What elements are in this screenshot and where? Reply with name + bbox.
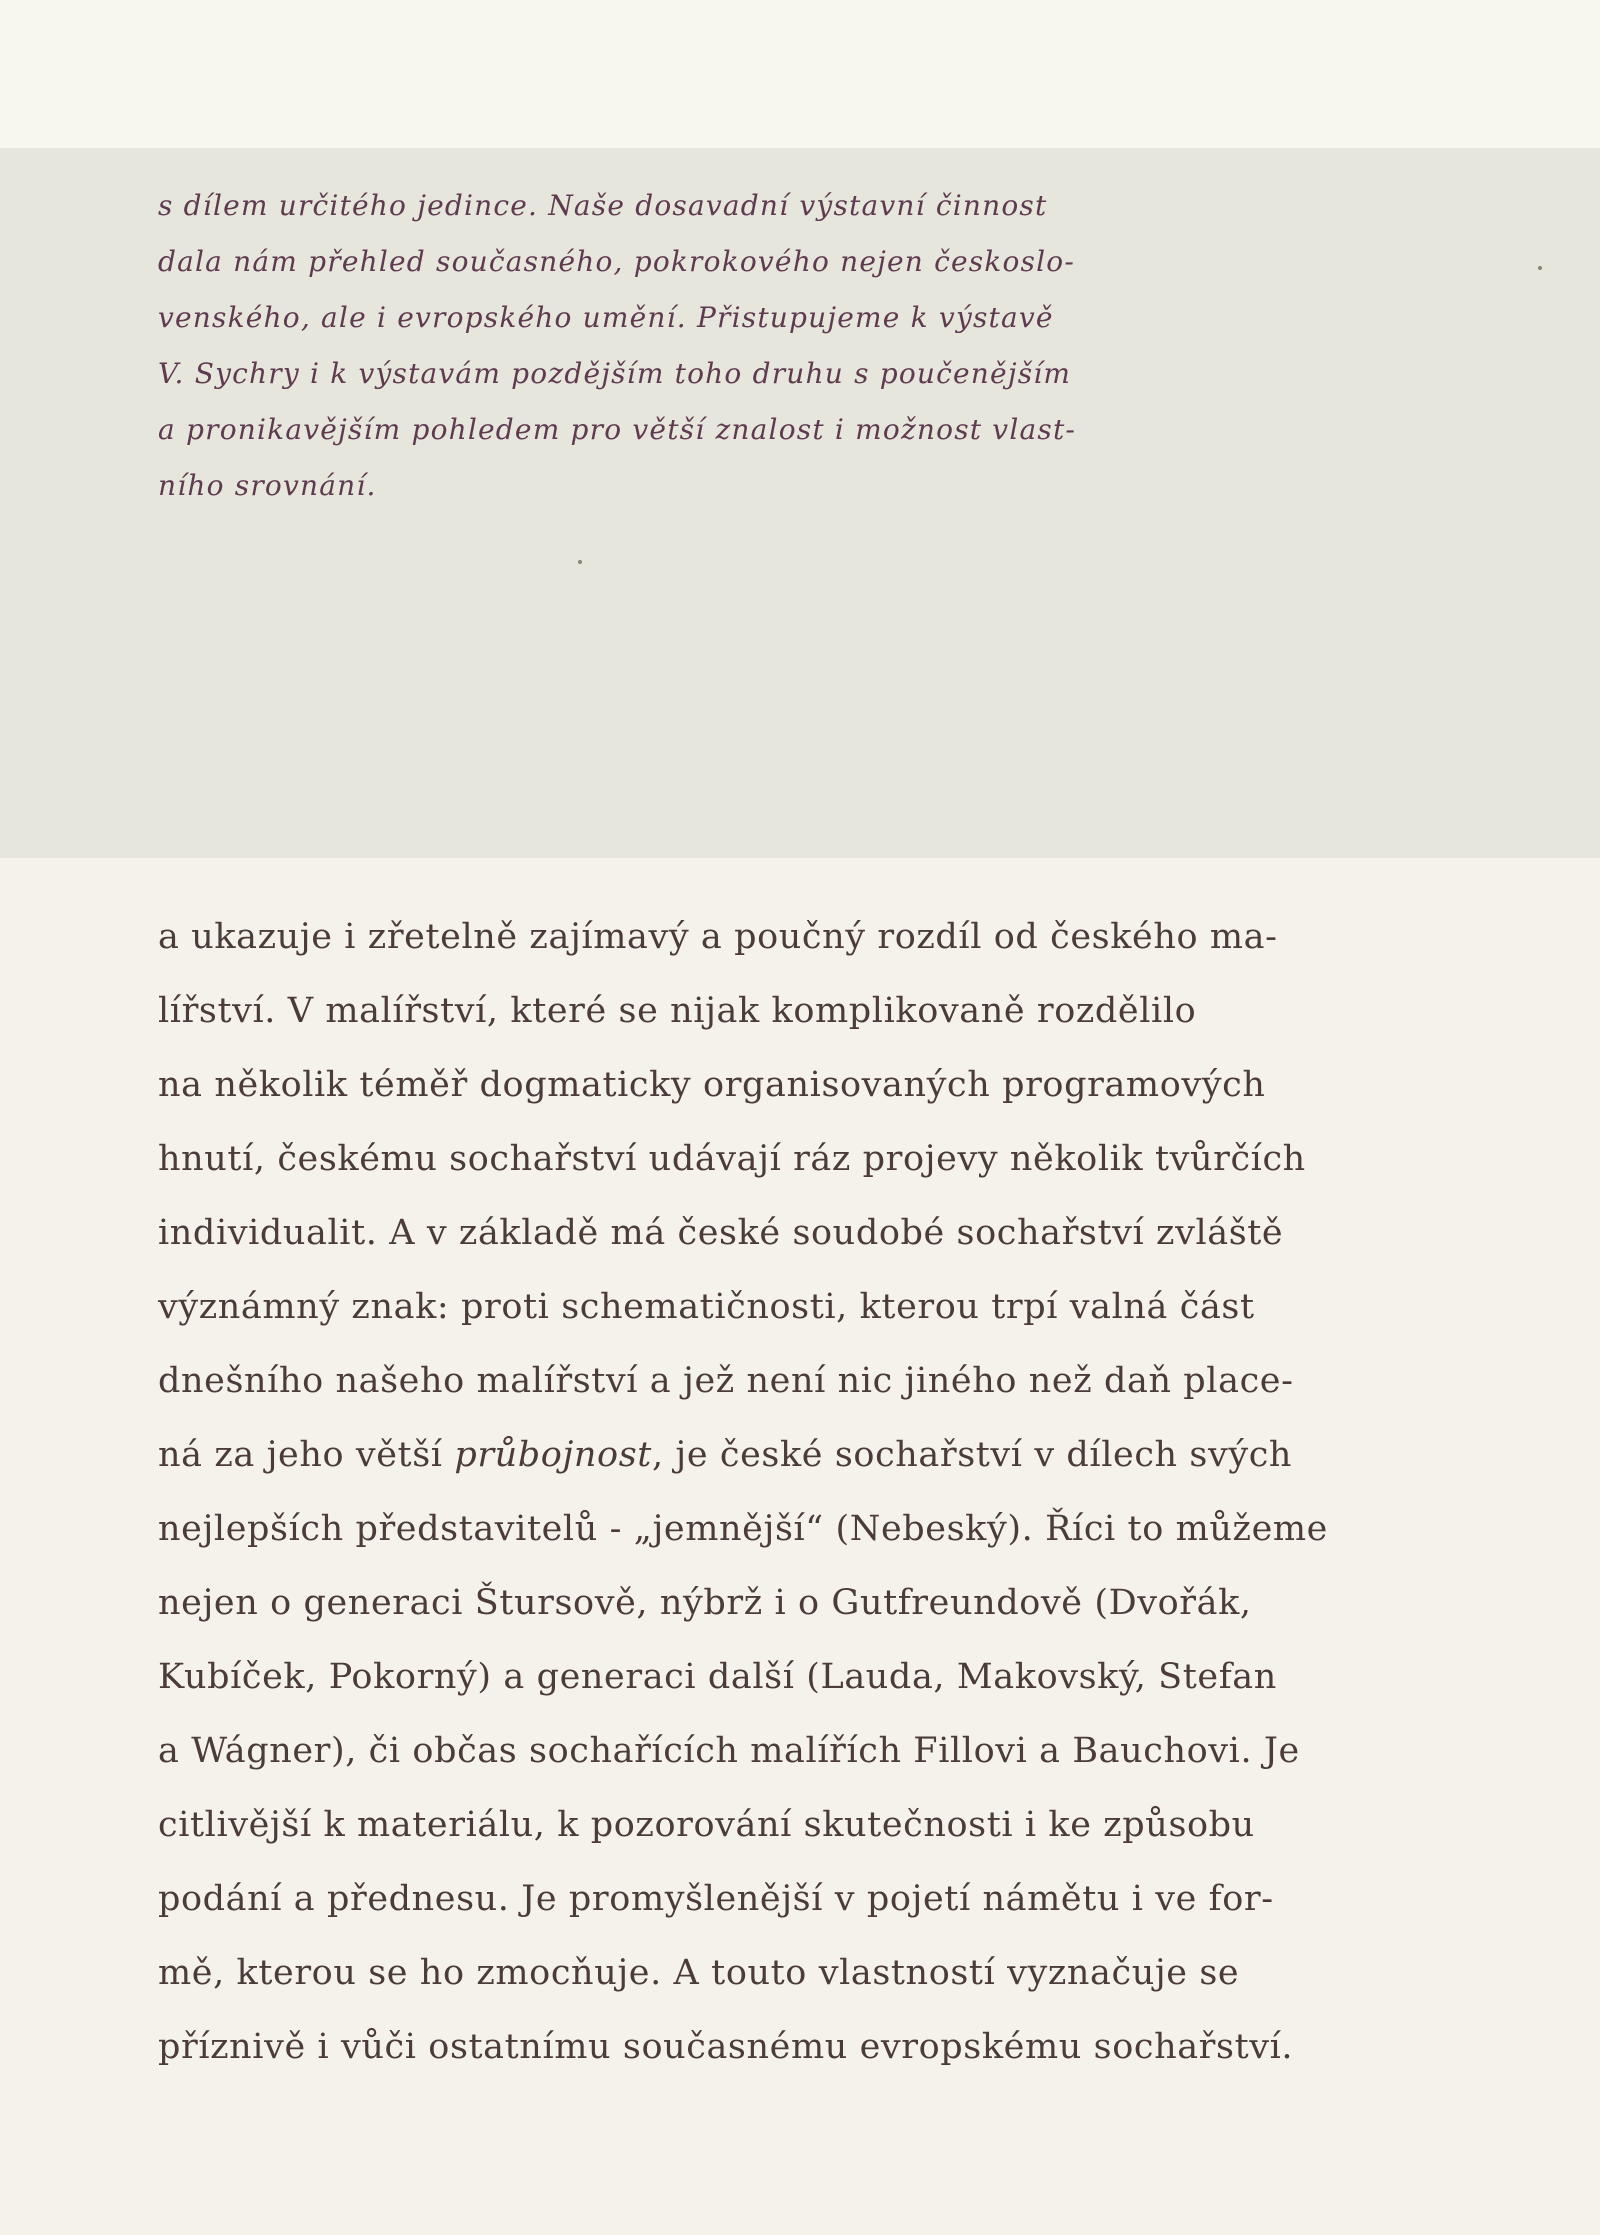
body-line-with-emphasis [158,1418,1448,1492]
body-line: citlivější k materiálu, k pozorování skutečnosti i ke způsobu [158,1805,1255,1845]
quote-line: dala nám přehled současného, pokrokového nejen českoslo- [158,245,1075,278]
quote-line: venského, ale i evropského umění. Přistupujeme k výstavě [158,301,1054,334]
page-top-margin [0,0,1600,150]
body-line: hnutí, českému sochařství udávají ráz projevy několik tvůrčích [158,1139,1306,1179]
quote-line: s dílem určitého jedince. Naše dosavadní výstavní činnost [158,189,1048,222]
body-line: význámný znak: proti schematičnosti, kterou trpí valná část [158,1287,1255,1327]
body-line: a ukazuje i zřetelně zajímavý a poučný rozdíl od českého ma- [158,917,1278,957]
body-line: nejen o generaci Štursově, nýbrž i o Gutfreundově (Dvořák, [158,1583,1252,1623]
body-line: na několik téměř dogmaticky organisovaných programových [158,1065,1266,1105]
body-line: příznivě i vůči ostatnímu současnému evropskému sochařství. [158,2027,1294,2067]
body-line: nejlepších představitelů - „jemnější“ (Nebeský). Říci to můžeme [158,1509,1328,1549]
body-line: podání a přednesu. Je promyšlenější v pojetí námětu i ve for- [158,1879,1274,1919]
print-speck [578,560,582,564]
quote-line: ního srovnání. [158,469,377,502]
print-speck [1538,266,1542,270]
quote-line: a pronikavějším pohledem pro větší znalost i možnost vlast- [158,413,1077,446]
body-line: Kubíček, Pokorný) a generaci další (Lauda, Makovský, Stefan [158,1657,1277,1697]
body-line: individualit. A v základě má české soudobé sochařství zvláště [158,1213,1284,1253]
emphasized-word: průbojnost [454,1435,652,1475]
body-line-start: ná za jeho větší [158,1435,455,1475]
quote-line: V. Sychry i k výstavám pozdějším toho druhu s poučenějším [158,357,1072,390]
body-line-end: , je české sochařství v dílech svých [651,1435,1293,1475]
body-line: a Wágner), či občas sochařících malířích Fillovi a Bauchovi. Je [158,1731,1300,1771]
body-line: mě, kterou se ho zmocňuje. A touto vlastností vyznačuje se [158,1953,1240,1993]
italic-quote-paragraph [158,178,1168,514]
body-paragraph [158,900,1448,2084]
body-line: lířství. V malířství, které se nijak komplikovaně rozdělilo [158,991,1197,1031]
body-line: dnešního našeho malířství a jež není nic jiného než daň place- [158,1361,1294,1401]
